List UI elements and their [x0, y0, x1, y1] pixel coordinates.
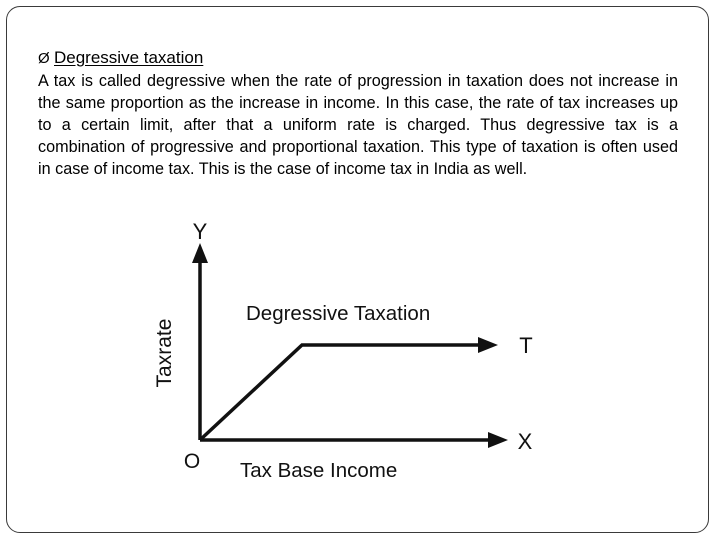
- degressive-curve: [200, 345, 485, 440]
- y-axis-label: Taxrate: [153, 318, 176, 388]
- x-axis-arrowhead: [488, 432, 508, 448]
- y-axis-arrowhead: [192, 243, 208, 263]
- origin-label: O: [183, 450, 201, 473]
- x-axis-letter: X: [517, 429, 533, 454]
- arrow-bullet-icon: Ø: [38, 50, 50, 67]
- heading-text: Degressive taxation: [54, 48, 204, 67]
- curve-end-label: T: [519, 333, 533, 358]
- curve-arrowhead: [478, 337, 498, 353]
- body-paragraph: A tax is called degressive when the rate of progression in taxation does not increase in the same proportion as the increase in income. In this case, the rate of tax increases up to a certain limit, after that a uniform rate is charged. Thus degressive tax is a combination of progressive and proportional taxation. This type of taxation is often used in case of income tax. This is the case of income tax in India as well.: [38, 72, 678, 178]
- y-axis-letter: Y: [192, 219, 208, 244]
- degressive-taxation-diagram: [140, 215, 550, 495]
- x-axis-label: Tax Base Income: [240, 459, 398, 482]
- curve-title: Degressive Taxation: [246, 302, 431, 325]
- section-heading: [38, 48, 203, 69]
